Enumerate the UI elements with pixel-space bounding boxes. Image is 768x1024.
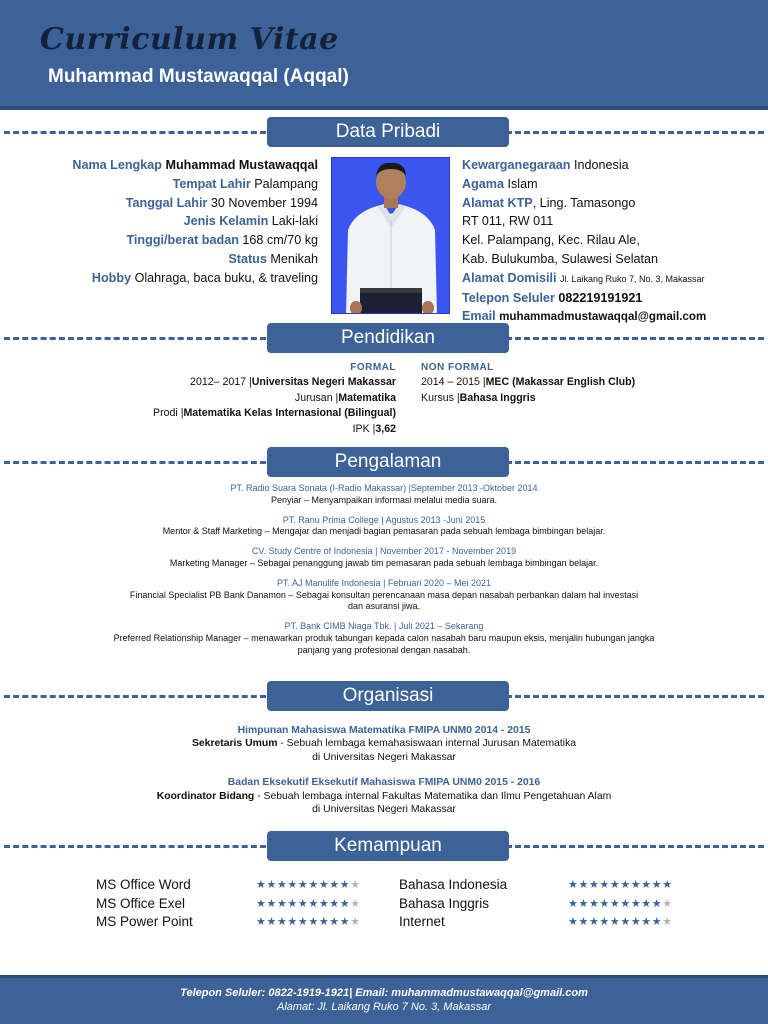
header-banner bbox=[0, 0, 768, 110]
skill-name: Bahasa Inggris bbox=[399, 895, 490, 911]
star-filled-icon: ★ bbox=[588, 879, 600, 891]
star-filled-icon: ★ bbox=[578, 916, 589, 929]
star-filled-icon: ★ bbox=[620, 916, 631, 929]
star-rating-icon bbox=[568, 913, 673, 932]
divider-dashed bbox=[506, 695, 764, 698]
experience-desc: dan asuransi jiwa. bbox=[347, 601, 421, 612]
experience-desc: Mentor & Staff Marketing – Mengajar dan menjadi bagian pemasaran pada sebuah lembaga bimbingan belajar. bbox=[162, 526, 606, 537]
experience-desc: Penyiar – Menyampaikan informasi melalui media suara. bbox=[270, 494, 498, 505]
footer-address: Alamat: Jl. Laikang Ruko 7 No. 3, Makassar bbox=[277, 1001, 491, 1013]
personal-row: Tempat Lahir Palampang bbox=[172, 176, 318, 191]
address-line: Kel. Palampang, Kec. Rilau Ale, bbox=[462, 233, 640, 248]
star-filled-icon: ★ bbox=[287, 879, 298, 891]
star-filled-icon: ★ bbox=[588, 897, 600, 910]
star-rating-icon bbox=[568, 895, 673, 914]
experience-desc: Financial Specialist PB Bank Danamon – Sebagai konsultan perencanaan masa depan nasabah perbankan dalam hal investasi bbox=[129, 589, 639, 600]
personal-row-religion: Agama Islam bbox=[462, 176, 538, 191]
star-filled-icon: ★ bbox=[568, 897, 579, 910]
divider-dashed bbox=[506, 461, 764, 464]
star-filled-icon: ★ bbox=[588, 916, 600, 929]
star-filled-icon: ★ bbox=[630, 879, 642, 891]
star-filled-icon: ★ bbox=[568, 879, 579, 891]
star-filled-icon: ★ bbox=[276, 897, 288, 910]
section-organisasi bbox=[0, 681, 768, 711]
education-row: Kursus |Bahasa Inggris bbox=[421, 391, 536, 404]
experience-item bbox=[20, 515, 748, 539]
star-filled-icon: ★ bbox=[308, 879, 319, 891]
organization-desc: Sekretaris Umum - Sebuah lembaga kemahasiswaan internal Jurusan Matematika bbox=[191, 738, 577, 750]
education-row: 2014 – 2015 |MEC (Makassar English Club) bbox=[421, 376, 636, 389]
star-filled-icon: ★ bbox=[599, 897, 610, 910]
skill-name: MS Office Word bbox=[96, 877, 191, 892]
star-filled-icon: ★ bbox=[568, 916, 579, 929]
star-filled-icon: ★ bbox=[256, 879, 267, 891]
organization-desc: di Universitas Negeri Makassar bbox=[312, 804, 456, 816]
star-rating-icon bbox=[568, 876, 673, 895]
section-heading-kemampuan: Kemampuan bbox=[267, 831, 509, 861]
skill-row bbox=[96, 895, 396, 914]
star-filled-icon: ★ bbox=[318, 879, 330, 891]
star-filled-icon: ★ bbox=[630, 916, 642, 929]
star-empty-icon: ★ bbox=[662, 897, 673, 910]
skill-name: MS Power Point bbox=[96, 914, 193, 930]
divider-dashed bbox=[4, 337, 266, 340]
personal-row: Nama Lengkap Muhammad Mustawaqqal bbox=[72, 158, 318, 172]
divider-dashed bbox=[4, 131, 266, 134]
experience-item bbox=[20, 546, 748, 570]
experience-desc: panjang yang profesional dengan nasabah. bbox=[297, 644, 471, 655]
section-heading-organisasi: Organisasi bbox=[267, 681, 509, 711]
section-heading-data-pribadi: Data Pribadi bbox=[267, 117, 509, 147]
star-filled-icon: ★ bbox=[339, 879, 351, 891]
personal-info-left bbox=[0, 156, 318, 288]
experience-heading: CV. Study Centre of Indonesia | November 2017 - November 2019 bbox=[251, 546, 517, 557]
section-heading-pendidikan: Pendidikan bbox=[267, 323, 509, 353]
star-filled-icon: ★ bbox=[329, 897, 340, 910]
star-filled-icon: ★ bbox=[276, 879, 288, 891]
personal-row-ktp-address: Alamat KTP, Ling. Tamasongo bbox=[462, 195, 636, 210]
star-filled-icon: ★ bbox=[609, 916, 621, 929]
organization-desc: di Universitas Negeri Makassar bbox=[312, 751, 456, 763]
education-row: 2012– 2017 |Universitas Negeri Makassar bbox=[190, 376, 396, 389]
star-filled-icon: ★ bbox=[620, 897, 631, 910]
star-filled-icon: ★ bbox=[578, 897, 589, 910]
skill-name: Bahasa Indonesia bbox=[399, 877, 508, 892]
organization-item bbox=[20, 724, 748, 764]
personal-row: Tanggal Lahir 30 November 1994 bbox=[125, 195, 318, 210]
skills-left bbox=[96, 876, 396, 932]
star-empty-icon: ★ bbox=[662, 916, 673, 929]
footer-banner bbox=[0, 975, 768, 1024]
section-pengalaman bbox=[0, 447, 768, 477]
organization-list bbox=[20, 724, 748, 828]
star-rating-icon bbox=[256, 895, 361, 914]
full-name: Muhammad Mustawaqqal (Aqqal) bbox=[48, 66, 349, 87]
star-filled-icon: ★ bbox=[609, 897, 621, 910]
person-portrait-icon bbox=[332, 158, 450, 314]
star-filled-icon: ★ bbox=[256, 897, 267, 910]
education-nonformal-heading: NON FORMAL bbox=[421, 362, 494, 373]
star-filled-icon: ★ bbox=[287, 916, 298, 929]
footer-contact: Telepon Seluler: 0822-1919-1921| Email: muhammadmustawaqqal@gmail.com bbox=[180, 987, 588, 999]
personal-row-email: Email muhammadmustawaqqal@gmail.com bbox=[462, 309, 707, 324]
divider-dashed bbox=[4, 845, 266, 848]
education-formal-heading: FORMAL bbox=[350, 362, 396, 373]
experience-item bbox=[20, 483, 748, 507]
star-filled-icon: ★ bbox=[308, 916, 319, 929]
experience-desc: Marketing Manager – Sebagai penanggung jawab tim pemasaran pada sebuah lembaga bimbingan belajar. bbox=[169, 557, 599, 568]
star-empty-icon: ★ bbox=[350, 916, 361, 929]
star-filled-icon: ★ bbox=[297, 897, 309, 910]
experience-item bbox=[20, 578, 748, 613]
address-line: Kab. Bulukumba, Sulawesi Selatan bbox=[462, 251, 659, 266]
divider-dashed bbox=[4, 695, 266, 698]
star-filled-icon: ★ bbox=[276, 916, 288, 929]
experience-item bbox=[20, 621, 748, 656]
experience-heading: PT. Ranu Prima College | Agustus 2013 -Juni 2015 bbox=[282, 514, 486, 525]
star-empty-icon: ★ bbox=[350, 879, 361, 891]
education-row: Jurusan |Matematika bbox=[294, 391, 396, 404]
experience-heading: PT. Bank CIMB Niaga Tbk. | Juli 2021 – Sekarang bbox=[284, 621, 484, 632]
section-pendidikan bbox=[0, 323, 768, 353]
education-row: Prodi |Matematika Kelas Internasional (Bilingual) bbox=[153, 407, 396, 420]
personal-row: Jenis Kelamin Laki-laki bbox=[183, 214, 318, 229]
star-filled-icon: ★ bbox=[329, 916, 340, 929]
star-filled-icon: ★ bbox=[266, 879, 277, 891]
personal-info-right bbox=[462, 156, 762, 327]
divider-dashed bbox=[506, 845, 764, 848]
address-line: RT 011, RW 011 bbox=[462, 214, 554, 229]
star-filled-icon: ★ bbox=[266, 916, 277, 929]
cv-title: Curriculum Vitae bbox=[40, 22, 339, 57]
star-filled-icon: ★ bbox=[620, 879, 631, 891]
personal-row-domicile: Alamat Domisili Jl. Laikang Ruko 7, No. 3, Makassar bbox=[462, 270, 705, 285]
organization-desc: Koordinator Bidang - Sebuah lembaga internal Fakultas Matematika dan Ilmu Pengetahuan Alam bbox=[156, 790, 612, 802]
star-filled-icon: ★ bbox=[651, 879, 663, 891]
experience-desc: Preferred Relationship Manager – menawarkan produk tabungan kepada calon nasabah baru maupun eksis, menjalin hubungan jangka bbox=[113, 632, 655, 643]
divider-dashed bbox=[506, 337, 764, 340]
skill-row bbox=[96, 876, 396, 895]
star-rating-icon bbox=[256, 876, 361, 895]
star-filled-icon: ★ bbox=[329, 879, 340, 891]
divider-dashed bbox=[4, 461, 266, 464]
star-filled-icon: ★ bbox=[297, 916, 309, 929]
organization-heading: Badan Eksekutif Eksekutif Mahasiswa FMIPA UNM0 2015 - 2016 bbox=[227, 777, 541, 789]
experience-list bbox=[20, 483, 748, 665]
section-data-pribadi bbox=[0, 117, 768, 147]
star-filled-icon: ★ bbox=[339, 916, 351, 929]
skill-row bbox=[96, 913, 396, 932]
skill-row bbox=[399, 895, 709, 914]
experience-heading: PT. AJ Manulife Indonesia | Februari 2020 – Mei 2021 bbox=[277, 577, 491, 588]
star-filled-icon: ★ bbox=[599, 916, 610, 929]
star-filled-icon: ★ bbox=[308, 897, 319, 910]
skills-right bbox=[399, 876, 709, 932]
star-filled-icon: ★ bbox=[609, 879, 621, 891]
star-filled-icon: ★ bbox=[599, 879, 610, 891]
personal-row-phone: Telepon Seluler 082219191921 bbox=[462, 290, 643, 305]
personal-row: Status Menikah bbox=[228, 251, 318, 266]
section-heading-pengalaman: Pengalaman bbox=[267, 447, 509, 477]
star-filled-icon: ★ bbox=[651, 916, 663, 929]
star-filled-icon: ★ bbox=[662, 879, 673, 891]
star-filled-icon: ★ bbox=[297, 879, 309, 891]
education-formal bbox=[60, 360, 396, 437]
star-filled-icon: ★ bbox=[318, 916, 330, 929]
star-filled-icon: ★ bbox=[318, 897, 330, 910]
education-nonformal bbox=[421, 360, 741, 406]
star-filled-icon: ★ bbox=[641, 916, 652, 929]
divider-dashed bbox=[506, 131, 764, 134]
section-kemampuan bbox=[0, 831, 768, 861]
star-filled-icon: ★ bbox=[641, 879, 652, 891]
education-row: IPK |3,62 bbox=[352, 422, 396, 435]
personal-row: Tinggi/berat badan 168 cm/70 kg bbox=[126, 233, 318, 248]
star-filled-icon: ★ bbox=[266, 897, 277, 910]
star-empty-icon: ★ bbox=[350, 897, 361, 910]
star-filled-icon: ★ bbox=[578, 879, 589, 891]
star-filled-icon: ★ bbox=[339, 897, 351, 910]
star-filled-icon: ★ bbox=[651, 897, 663, 910]
skill-row bbox=[399, 876, 709, 895]
star-rating-icon bbox=[256, 913, 361, 932]
personal-row: Hobby Olahraga, baca buku, & traveling bbox=[91, 270, 318, 285]
skill-row bbox=[399, 913, 709, 932]
skill-name: MS Office Exel bbox=[96, 895, 186, 911]
skill-name: Internet bbox=[399, 914, 445, 930]
personal-row-nationality: Kewarganegaraan Indonesia bbox=[462, 158, 629, 172]
experience-heading: PT. Radio Suara Sonata (I-Radio Makassar) |September 2013 -Oktober 2014 bbox=[230, 483, 538, 493]
star-filled-icon: ★ bbox=[630, 897, 642, 910]
organization-heading: Himpunan Mahasiswa Matematika FMIPA UNM0 2014 - 2015 bbox=[237, 725, 531, 736]
star-filled-icon: ★ bbox=[287, 897, 298, 910]
star-filled-icon: ★ bbox=[256, 916, 267, 929]
profile-photo bbox=[331, 157, 450, 314]
star-filled-icon: ★ bbox=[641, 897, 652, 910]
organization-item bbox=[20, 776, 748, 816]
